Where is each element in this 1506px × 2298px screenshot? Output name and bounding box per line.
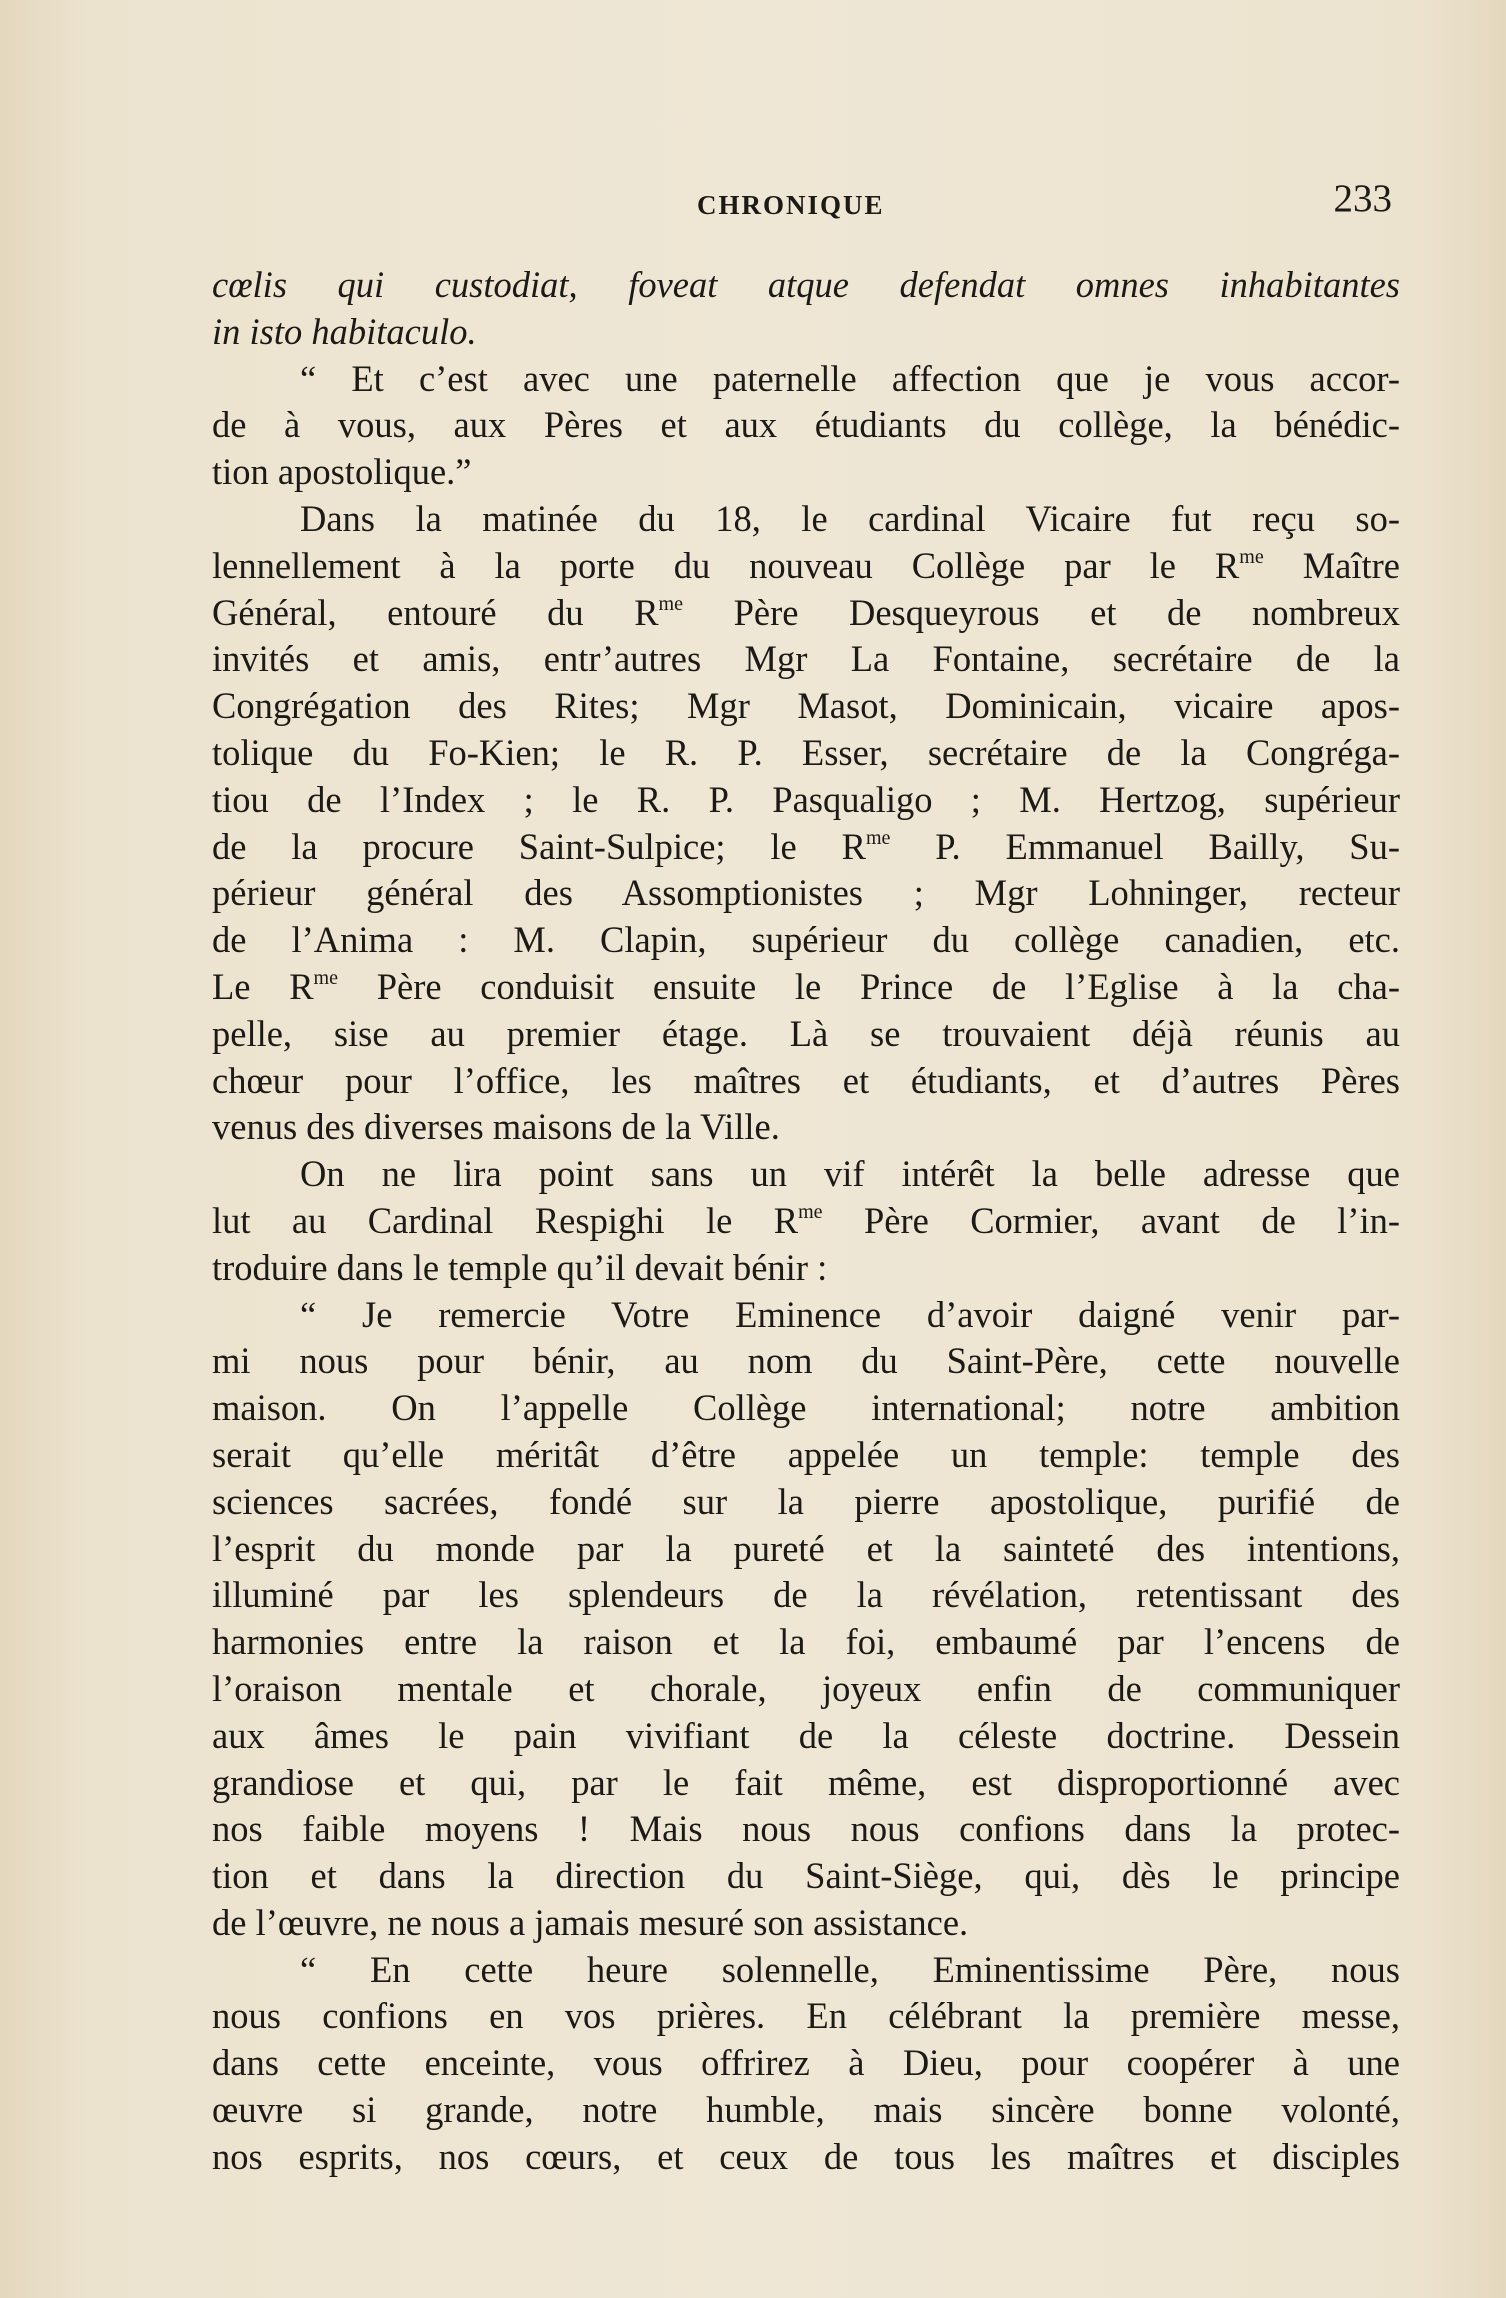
text-line: lennellement à la porte du nouveau Collège par le $R^{me}$ Maître (212, 544, 1401, 586)
text-line: in isto habitaculo. (212, 310, 477, 352)
text-line: sciences sacrées, fondé sur la pierre apostolique, purifié de (212, 1480, 1400, 1522)
superscript: me (313, 966, 339, 989)
text-line: tion et dans la direction du Saint-Siège, qui, dès le principe (212, 1855, 1400, 1897)
text-line: grandiose et qui, par le fait même, est disproportionné avec (212, 1761, 1400, 1803)
text-line: chœur pour l’office, les maîtres et étudiants, et d’autres Pères (212, 1059, 1400, 1101)
text-line: harmonies entre la raison et la foi, embaumé par l’encens de (212, 1621, 1400, 1663)
text-line: tolique du Fo-Kien; le R. P. Esser, secrétaire de la Congréga- (212, 731, 1400, 773)
text-line: tiou de l’Index ; le R. P. Pasqualigo ; M. Hertzog, supérieur (212, 778, 1400, 820)
running-title: CHRONIQUE (697, 190, 885, 220)
text-line: périeur général des Assomptionistes ; Mgr Lohninger, recteur (212, 872, 1400, 914)
text-line: l’oraison mentale et chorale, joyeux enfin de communiquer (212, 1667, 1400, 1709)
text-line: invités et amis, entr’autres Mgr La Fontaine, secrétaire de la (212, 638, 1400, 680)
text-line: dans cette enceinte, vous offrirez à Dieu, pour coopérer à une (212, 2042, 1400, 2084)
text-line: de l’Anima : M. Clapin, supérieur du collège canadien, etc. (212, 919, 1400, 961)
text-line: troduire dans le temple qu’il devait bénir : (212, 1246, 828, 1288)
superscript: me (865, 826, 891, 849)
text-line: Dans la matinée du 18, le cardinal Vicaire fut reçu so- (300, 497, 1400, 539)
text-line: serait qu’elle méritât d’être appelée un temple: temple des (212, 1433, 1400, 1475)
running-head (212, 176, 1392, 236)
text-line: nous confions en vos prières. En célébrant la première messe, (212, 1995, 1400, 2037)
superscript: me (1239, 545, 1264, 568)
text-line: nos esprits, nos cœurs, et ceux de tous les maîtres et disciples (212, 2135, 1400, 2177)
text-line: “ En cette heure solennelle, Eminentissime Père, nous (300, 1948, 1400, 1990)
text-line: tion apostolique.” (212, 451, 472, 493)
text-line: nos faible moyens ! Mais nous nous confions dans la protec- (212, 1808, 1400, 1850)
superscript: me (658, 592, 684, 615)
text-line: de la procure Saint-Sulpice; le $R^{me}$ P. Emmanuel Bailly, Su- (212, 825, 1400, 867)
text-line: venus des diverses maisons de la Ville. (212, 1106, 780, 1148)
text-line: œuvre si grande, notre humble, mais sincère bonne volonté, (212, 2089, 1400, 2131)
text-line: aux âmes le pain vivifiant de la céleste doctrine. Dessein (212, 1714, 1400, 1756)
text-line: maison. On l’appelle Collège international; notre ambition (212, 1387, 1400, 1429)
text-line: Le $R^{me}$ Père conduisit ensuite le Prince de l’Eglise à la cha- (212, 965, 1401, 1007)
text-line: On ne lira point sans un vif intérêt la belle adresse que (300, 1153, 1400, 1195)
body-text (212, 262, 1400, 2181)
text-line: mi nous pour bénir, au nom du Saint-Père, cette nouvelle (212, 1340, 1400, 1382)
text-line: Congrégation des Rites; Mgr Masot, Dominicain, vicaire apos- (212, 685, 1400, 727)
text-line: “ Je remercie Votre Eminence d’avoir daigné venir par- (300, 1293, 1400, 1335)
text-line: de l’œuvre, ne nous a jamais mesuré son assistance. (212, 1901, 969, 1943)
text-line: de à vous, aux Pères et aux étudiants du collège, la bénédic- (212, 404, 1400, 446)
text-line: lut au Cardinal Respighi le $R^{me}$ Père Cormier, avant de l’in- (212, 1199, 1400, 1241)
text-line: pelle, sise au premier étage. Là se trouvaient déjà réunis au (212, 1012, 1400, 1054)
superscript: me (798, 1200, 823, 1223)
page-number: 233 (1333, 177, 1392, 220)
text-line: “ Et c’est avec une paternelle affection que je vous accor- (300, 357, 1400, 399)
text-line: l’esprit du monde par la pureté et la sainteté des intentions, (212, 1527, 1400, 1569)
text-line: Général, entouré du $R^{me}$ Père Desqueyrous et de nombreux (212, 591, 1400, 633)
text-line: cœlis qui custodiat, foveat atque defendat omnes inhabitantes (212, 264, 1400, 305)
text-line: illuminé par les splendeurs de la révélation, retentissant des (212, 1574, 1400, 1616)
